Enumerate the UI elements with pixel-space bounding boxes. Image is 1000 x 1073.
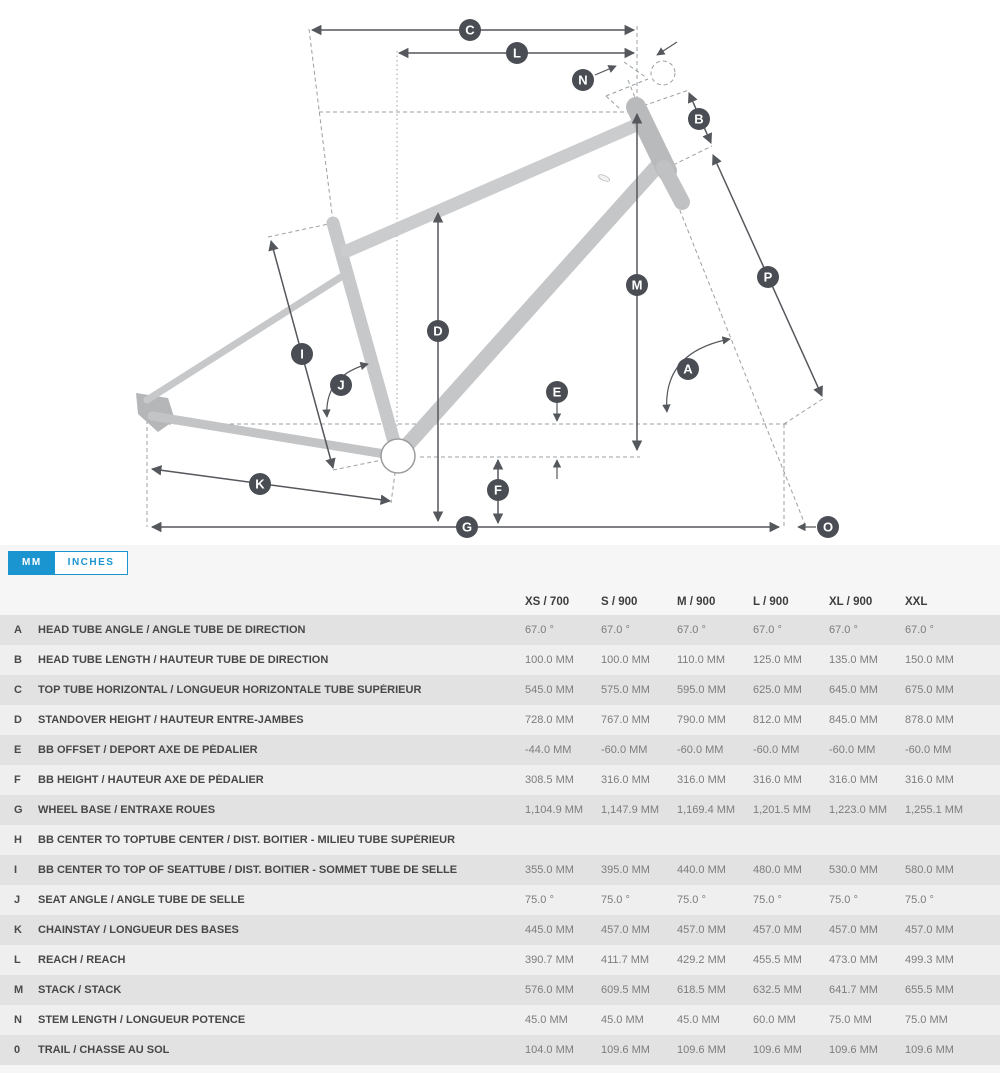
row-value: -60.0 MM bbox=[601, 744, 648, 756]
row-value: 530.0 MM bbox=[829, 864, 878, 876]
svg-text:O: O bbox=[822, 519, 834, 535]
row-value: 316.0 MM bbox=[601, 774, 650, 786]
svg-text:N: N bbox=[578, 72, 588, 88]
svg-text:F: F bbox=[494, 482, 502, 498]
row-letter: F bbox=[14, 774, 21, 786]
table-row bbox=[0, 885, 1000, 915]
table-row bbox=[0, 975, 1000, 1005]
row-value: 1,169.4 MM bbox=[677, 804, 736, 816]
row-value: -60.0 MM bbox=[677, 744, 724, 756]
row-value: 395.0 MM bbox=[601, 864, 650, 876]
row-letter: G bbox=[14, 804, 23, 816]
cable-slot bbox=[598, 173, 611, 182]
row-letter: H bbox=[14, 834, 22, 846]
stem-clamp-circle bbox=[651, 61, 675, 85]
stem-pointer-arrow bbox=[657, 42, 677, 55]
row-value: 316.0 MM bbox=[829, 774, 878, 786]
row-label: STANDOVER HEIGHT / HAUTEUR ENTRE-JAMBES bbox=[38, 714, 304, 726]
row-letter: E bbox=[14, 744, 22, 756]
row-letter: L bbox=[14, 954, 21, 966]
row-letter: M bbox=[14, 984, 24, 996]
row-value: 655.5 MM bbox=[905, 984, 954, 996]
row-value: 440.0 MM bbox=[677, 864, 726, 876]
column-header: S / 900 bbox=[601, 596, 638, 608]
row-value: 728.0 MM bbox=[525, 714, 574, 726]
row-value: 812.0 MM bbox=[753, 714, 802, 726]
row-value: 1,104.9 MM bbox=[525, 804, 584, 816]
unit-toggle bbox=[8, 551, 128, 575]
seat-tube bbox=[333, 223, 398, 456]
table-row bbox=[0, 1035, 1000, 1065]
row-value: 45.0 MM bbox=[525, 1014, 568, 1026]
diagram-label-n bbox=[572, 69, 594, 91]
row-value: 580.0 MM bbox=[905, 864, 954, 876]
row-value: 618.5 MM bbox=[677, 984, 726, 996]
row-value: 75.0 MM bbox=[905, 1014, 948, 1026]
table-row bbox=[0, 915, 1000, 945]
diagram-label-j bbox=[330, 374, 352, 396]
row-value: -44.0 MM bbox=[525, 744, 572, 756]
row-label: BB CENTER TO TOP OF SEATTUBE / DIST. BOITIER - SOMMET TUBE DE SELLE bbox=[38, 864, 458, 876]
svg-text:G: G bbox=[461, 519, 473, 535]
row-value: 767.0 MM bbox=[601, 714, 650, 726]
row-value: 109.6 MM bbox=[753, 1044, 802, 1056]
row-value: 110.0 MM bbox=[677, 654, 726, 666]
row-value: 457.0 MM bbox=[677, 924, 726, 936]
row-value: 545.0 MM bbox=[525, 684, 574, 696]
svg-text:L: L bbox=[513, 45, 521, 61]
dimension-lines bbox=[152, 30, 822, 527]
row-value: 625.0 MM bbox=[753, 684, 802, 696]
row-value: 67.0 ° bbox=[829, 624, 858, 636]
row-letter: 0 bbox=[14, 1044, 21, 1056]
diagram-label-b bbox=[688, 108, 710, 130]
row-value: 100.0 MM bbox=[601, 654, 650, 666]
row-label: REACH / REACH bbox=[38, 954, 126, 966]
column-header: XXL bbox=[905, 596, 928, 608]
row-value: 595.0 MM bbox=[677, 684, 726, 696]
row-value: 609.5 MM bbox=[601, 984, 650, 996]
svg-text:B: B bbox=[694, 111, 704, 127]
table-row bbox=[0, 795, 1000, 825]
row-value: 457.0 MM bbox=[753, 924, 802, 936]
row-value: 790.0 MM bbox=[677, 714, 726, 726]
svg-text:I: I bbox=[300, 346, 304, 362]
svg-text:C: C bbox=[465, 22, 475, 38]
diagram-label-a bbox=[677, 358, 699, 380]
geometry-table-body bbox=[0, 615, 1000, 1065]
row-value: 473.0 MM bbox=[829, 954, 878, 966]
svg-text:K: K bbox=[255, 476, 265, 492]
svg-text:E: E bbox=[552, 384, 562, 400]
row-value: 457.0 MM bbox=[601, 924, 650, 936]
diagram-label-p bbox=[757, 266, 779, 288]
row-value: -60.0 MM bbox=[829, 744, 876, 756]
row-value: 645.0 MM bbox=[829, 684, 878, 696]
row-value: 316.0 MM bbox=[905, 774, 954, 786]
column-header: M / 900 bbox=[677, 596, 716, 608]
diagram-label-i bbox=[291, 343, 313, 365]
row-value: 67.0 ° bbox=[601, 624, 630, 636]
row-value: 632.5 MM bbox=[753, 984, 802, 996]
row-value: 67.0 ° bbox=[753, 624, 782, 636]
svg-text:P: P bbox=[763, 269, 773, 285]
row-value: 109.6 MM bbox=[601, 1044, 650, 1056]
row-value: 100.0 MM bbox=[525, 654, 574, 666]
table-row bbox=[0, 645, 1000, 675]
row-value: 109.6 MM bbox=[829, 1044, 878, 1056]
row-value: 316.0 MM bbox=[753, 774, 802, 786]
chain-stay bbox=[152, 416, 397, 456]
bike-frame bbox=[136, 107, 682, 473]
row-value: 576.0 MM bbox=[525, 984, 574, 996]
angle-arc-a bbox=[667, 339, 730, 412]
diagram-label-o bbox=[817, 516, 839, 538]
row-value: 429.2 MM bbox=[677, 954, 726, 966]
row-value: 75.0 ° bbox=[905, 894, 934, 906]
row-value: 75.0 ° bbox=[525, 894, 554, 906]
row-label: TRAIL / CHASSE AU SOL bbox=[38, 1044, 170, 1056]
row-label: BB CENTER TO TOPTUBE CENTER / DIST. BOITIER - MILIEU TUBE SUPÉRIEUR bbox=[38, 834, 456, 846]
table-row bbox=[0, 735, 1000, 765]
svg-text:D: D bbox=[433, 323, 443, 339]
row-value: 675.0 MM bbox=[905, 684, 954, 696]
table-row bbox=[0, 615, 1000, 645]
column-header: L / 900 bbox=[753, 596, 789, 608]
row-letter: B bbox=[14, 654, 22, 666]
row-value: 104.0 MM bbox=[525, 1044, 574, 1056]
column-header: XL / 900 bbox=[829, 596, 873, 608]
diagram-label-l bbox=[506, 42, 528, 64]
row-value: 60.0 MM bbox=[753, 1014, 796, 1026]
row-value: 109.6 MM bbox=[905, 1044, 954, 1056]
row-label: BB HEIGHT / HAUTEUR AXE DE PÉDALIER bbox=[38, 774, 264, 786]
row-letter: D bbox=[14, 714, 22, 726]
row-letter: I bbox=[14, 864, 18, 876]
row-value: 308.5 MM bbox=[525, 774, 574, 786]
row-value: 75.0 ° bbox=[829, 894, 858, 906]
row-value: 1,223.0 MM bbox=[829, 804, 888, 816]
size-header-row bbox=[0, 589, 1000, 615]
inches-toggle-button[interactable]: INCHES bbox=[55, 552, 128, 574]
row-value: 75.0 ° bbox=[601, 894, 630, 906]
diagram-label-m bbox=[626, 274, 648, 296]
table-row bbox=[0, 705, 1000, 735]
row-value: 355.0 MM bbox=[525, 864, 574, 876]
row-value: 75.0 MM bbox=[829, 1014, 872, 1026]
diagram-label-k bbox=[249, 473, 271, 495]
row-value: 575.0 MM bbox=[601, 684, 650, 696]
row-value: 457.0 MM bbox=[829, 924, 878, 936]
row-label: HEAD TUBE LENGTH / HAUTEUR TUBE DE DIRECTION bbox=[38, 654, 329, 666]
row-label: TOP TUBE HORIZONTAL / LONGUEUR HORIZONTALE TUBE SUPÉRIEUR bbox=[38, 684, 422, 696]
row-value: 109.6 MM bbox=[677, 1044, 726, 1056]
row-value: 67.0 ° bbox=[677, 624, 706, 636]
row-value: 75.0 ° bbox=[677, 894, 706, 906]
column-header: XS / 700 bbox=[525, 596, 570, 608]
row-value: 411.7 MM bbox=[601, 954, 650, 966]
table-row bbox=[0, 825, 1000, 855]
row-label: SEAT ANGLE / ANGLE TUBE DE SELLE bbox=[38, 894, 245, 906]
row-value: 480.0 MM bbox=[753, 864, 802, 876]
dim-arrow-n bbox=[595, 66, 616, 75]
row-label: WHEEL BASE / ENTRAXE ROUES bbox=[38, 804, 216, 816]
row-label: BB OFFSET / DEPORT AXE DE PÉDALIER bbox=[38, 744, 258, 756]
row-value: 75.0 ° bbox=[753, 894, 782, 906]
seat-stay bbox=[147, 277, 341, 400]
svg-text:J: J bbox=[337, 377, 345, 393]
row-letter: A bbox=[14, 624, 22, 636]
diagram-label-f bbox=[487, 479, 509, 501]
diagram-label-c bbox=[459, 19, 481, 41]
row-value: 457.0 MM bbox=[905, 924, 954, 936]
row-value: 1,201.5 MM bbox=[753, 804, 812, 816]
row-value: 390.7 MM bbox=[525, 954, 574, 966]
row-value: 67.0 ° bbox=[525, 624, 554, 636]
table-row bbox=[0, 675, 1000, 705]
row-value: 1,147.9 MM bbox=[601, 804, 660, 816]
row-value: 1,255.1 MM bbox=[905, 804, 964, 816]
row-value: 845.0 MM bbox=[829, 714, 878, 726]
row-letter: N bbox=[14, 1014, 22, 1026]
row-letter: J bbox=[14, 894, 21, 906]
row-value: 150.0 MM bbox=[905, 654, 954, 666]
row-label: HEAD TUBE ANGLE / ANGLE TUBE DE DIRECTION bbox=[38, 624, 306, 636]
table-row bbox=[0, 1005, 1000, 1035]
row-letter: K bbox=[14, 924, 22, 936]
diagram-label-g bbox=[456, 516, 478, 538]
row-value: 455.5 MM bbox=[753, 954, 802, 966]
svg-text:A: A bbox=[683, 361, 693, 377]
fork-crown bbox=[664, 168, 682, 202]
dim-line-k bbox=[152, 469, 390, 501]
table-row bbox=[0, 945, 1000, 975]
row-value: 445.0 MM bbox=[525, 924, 574, 936]
row-value: 499.3 MM bbox=[905, 954, 954, 966]
row-label: CHAINSTAY / LONGUEUR DES BASES bbox=[38, 924, 239, 936]
row-label: STACK / STACK bbox=[38, 984, 122, 996]
row-value: -60.0 MM bbox=[753, 744, 800, 756]
row-value: 67.0 ° bbox=[905, 624, 934, 636]
row-value: 125.0 MM bbox=[753, 654, 802, 666]
row-value: 641.7 MM bbox=[829, 984, 878, 996]
diagram-label-e bbox=[546, 381, 568, 403]
table-row bbox=[0, 765, 1000, 795]
row-letter: C bbox=[14, 684, 22, 696]
row-value: -60.0 MM bbox=[905, 744, 952, 756]
bottom-bracket bbox=[381, 439, 415, 473]
row-value: 878.0 MM bbox=[905, 714, 954, 726]
geometry-spec-section bbox=[0, 545, 1000, 1073]
construction-lines bbox=[147, 26, 824, 527]
diagram-label-d bbox=[427, 320, 449, 342]
table-row bbox=[0, 855, 1000, 885]
row-value: 45.0 MM bbox=[601, 1014, 644, 1026]
svg-text:M: M bbox=[631, 277, 643, 293]
row-value: 135.0 MM bbox=[829, 654, 878, 666]
row-label: STEM LENGTH / LONGUEUR POTENCE bbox=[38, 1014, 246, 1026]
row-value: 316.0 MM bbox=[677, 774, 726, 786]
row-value: 45.0 MM bbox=[677, 1014, 720, 1026]
mm-toggle-button[interactable]: MM bbox=[9, 552, 55, 574]
